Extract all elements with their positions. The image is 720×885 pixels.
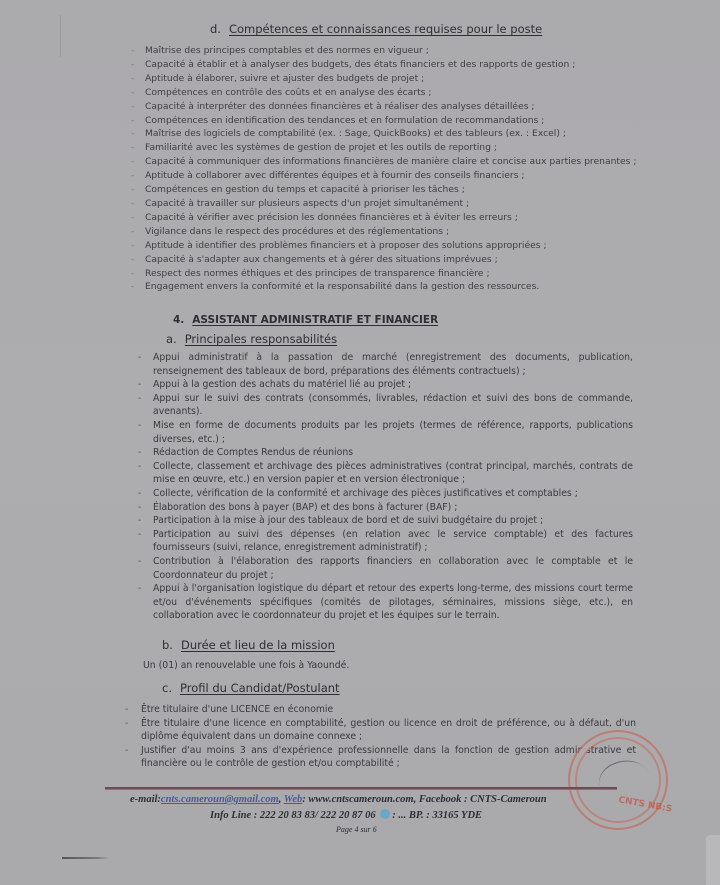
dash-bullet: - xyxy=(131,253,135,265)
stray-mark xyxy=(62,857,110,859)
list-item: - Capacité à s'adapter aux changements et à gérer des situations imprévues ; xyxy=(131,253,498,265)
list-item: - Mise en forme de documents produits par les projets (termes de référence, rapports, publications diverses, etc.) ; xyxy=(138,419,633,445)
section-4b-title: Durée et lieu de la mission xyxy=(180,638,335,652)
dash-bullet: - xyxy=(131,211,135,223)
section-4c-heading xyxy=(162,681,340,695)
section-4-title: ASSISTANT ADMINISTRATIF ET FINANCIER xyxy=(192,314,439,326)
dash-bullet: - xyxy=(131,197,135,209)
section-4a-number: a. xyxy=(166,332,177,346)
list-item: - Être titulaire d'une LICENCE en économie xyxy=(125,704,334,715)
corner-widget xyxy=(706,835,720,885)
list-item: - Compétences en gestion du temps et capacité à prioriser les tâches ; xyxy=(131,184,465,196)
list-item: - Participation au suivi des dépenses (en relation avec le service comptable) et des factures fournisseurs (suivi, relance, enregistrement administratif) ; xyxy=(138,528,633,554)
list-item: - Appui sur le suivi des contrats (consommés, livrables, rédaction et suivi des bons de commande, avenants). xyxy=(138,392,633,418)
competences-list xyxy=(131,44,637,294)
page-number: Page 4 sur 6 xyxy=(336,825,377,834)
dash-bullet: - xyxy=(138,528,142,540)
list-item: - Capacité à communiquer des informations financières de manière claire et concise aux parties prenantes ; xyxy=(131,156,637,168)
list-item: - Être titulaire d'une licence en comptabilité, gestion ou licence en droit de préférence, ou à défaut, d'un diplôme équivalent dans un domaine connexe ; xyxy=(125,717,636,743)
list-item: - Aptitude à élaborer, suivre et ajuster des budgets de projet ; xyxy=(131,72,425,84)
postal-box: : ... BP. : 33165 YDE xyxy=(392,810,483,821)
list-item: - Capacité à vérifier avec précision les données financières et à éviter les erreurs ; xyxy=(131,211,518,223)
section-4c-title: Profil du Candidat/Postulant xyxy=(179,681,340,695)
dash-bullet: - xyxy=(131,45,135,56)
email-label: e-mail: xyxy=(130,794,161,805)
list-item: - Maîtrise des principes comptables et des normes en vigueur ; xyxy=(131,45,429,56)
list-item: - Appui administratif à la passation de marché (enregistrement des documents, publication, renseignement des tableaux de bord, préparations des éléments contractuels) ; xyxy=(138,352,633,377)
dash-bullet: - xyxy=(138,515,142,527)
dash-bullet: - xyxy=(131,142,135,154)
dash-bullet: - xyxy=(131,239,135,251)
list-item: - Capacité à interpréter des données financières et à réaliser des analyses détaillées ; xyxy=(131,100,535,112)
list-item: - Respect des normes éthiques et des principes de transparence financière ; xyxy=(131,267,490,279)
list-item: - Appui à la gestion des achats du matériel lié au projet ; xyxy=(138,379,412,391)
section-d-number: d. xyxy=(210,22,221,36)
dash-bullet: - xyxy=(131,267,135,279)
dash-bullet: - xyxy=(138,460,142,472)
section-4b-number: b. xyxy=(162,638,173,652)
whatsapp-icon xyxy=(380,809,390,819)
dash-bullet: - xyxy=(131,225,135,237)
dash-bullet: - xyxy=(138,352,142,363)
section-4-heading xyxy=(173,314,438,326)
dash-bullet: - xyxy=(138,555,142,567)
section-4c-number: c. xyxy=(162,681,172,695)
list-item: - Capacité à établir et à analyser des budgets, des états financiers et des rapports de gestion ; xyxy=(131,58,576,70)
list-item: - Capacité à travailler sur plusieurs aspects d'un projet simultanément ; xyxy=(131,197,470,209)
profile-list xyxy=(125,703,636,771)
dash-bullet: - xyxy=(131,128,135,140)
section-d-title: Compétences et connaissances requises pour le poste xyxy=(228,22,543,36)
list-item: - Aptitude à collaborer avec différentes équipes et à fournir des conseils financiers ; xyxy=(131,170,525,182)
dash-bullet: - xyxy=(138,583,142,595)
web-facebook-text: : www.cntscameroun.com, Facebook : CNTS-Cameroun xyxy=(302,794,547,805)
dash-bullet: - xyxy=(131,114,135,126)
list-item: - Maîtrise des logiciels de comptabilité (ex. : Sage, QuickBooks) et des tableurs (ex. : Excel) ; xyxy=(131,128,566,140)
dash-bullet: - xyxy=(138,447,142,459)
section-4-number: 4. xyxy=(173,314,185,326)
footer-divider xyxy=(105,787,617,790)
web-label[interactable]: Web xyxy=(283,794,303,805)
dash-bullet: - xyxy=(131,184,135,196)
mission-duration-text: Un (01) an renouvelable une fois à Yaoundé. xyxy=(143,660,350,671)
dash-bullet: - xyxy=(131,281,135,293)
section-d-heading xyxy=(210,22,542,36)
dash-bullet: - xyxy=(131,156,135,168)
dash-bullet: - xyxy=(138,379,142,391)
dash-bullet: - xyxy=(131,100,135,112)
list-item: - Collecte, vérification de la conformité et archivage des pièces justificatives et comptables ; xyxy=(138,487,578,499)
dash-bullet: - xyxy=(125,704,129,715)
list-item: - Élaboration des bons à payer (BAP) et des bons à facturer (BAF) ; xyxy=(138,501,458,513)
footer-phone-line xyxy=(210,809,482,821)
list-item: - Rédaction de Comptes Rendus de réunions xyxy=(138,447,354,459)
list-item: - Vigilance dans le respect des procédures et des réglementations ; xyxy=(131,225,450,237)
section-4a-heading xyxy=(166,332,337,346)
dash-bullet: - xyxy=(138,419,142,431)
email-link[interactable]: cnts.cameroun@gmail.com xyxy=(160,794,279,805)
stamp-text: CNTS NB:S xyxy=(617,795,673,815)
dash-bullet: - xyxy=(125,717,129,729)
section-4b-heading xyxy=(162,638,335,652)
list-item: - Compétences en contrôle des coûts et en analyse des écarts ; xyxy=(131,86,432,98)
list-item: - Justifier d'au moins 3 ans d'expérience professionnelle dans la fonction de gestion administrative et financière ou le contrôle de gestion et/ou comptabilité ; xyxy=(125,744,636,770)
dash-bullet: - xyxy=(131,72,135,84)
dash-bullet: - xyxy=(138,501,142,513)
dash-bullet: - xyxy=(125,744,129,756)
dash-bullet: - xyxy=(138,487,142,499)
responsibilities-list xyxy=(138,351,633,623)
list-item: - Familiarité avec les systèmes de gestion de projet et les outils de reporting ; xyxy=(131,142,497,154)
dash-bullet: - xyxy=(131,58,135,70)
dash-bullet: - xyxy=(138,392,142,404)
list-item: - Collecte, classement et archivage des pièces administratives (contrat principal, marchés, contrats de mise en œuvre, etc.) en version papier et en version électronique ; xyxy=(138,460,633,486)
section-4a-title: Principales responsabilités xyxy=(184,332,338,346)
info-line: Info Line : 222 20 83 83/ 222 20 87 06 xyxy=(210,810,376,821)
list-item: - Compétences en identification des tendances et en formulation de recommandations ; xyxy=(131,114,545,126)
dash-bullet: - xyxy=(131,86,135,98)
list-item: - Contribution à l'élaboration des rapports financiers en collaboration avec le comptable et le Coordonnateur du projet ; xyxy=(138,555,633,581)
list-item: - Aptitude à identifier des problèmes financiers et à proposer des solutions appropriées ; xyxy=(131,239,547,251)
footer-contact-line: e-mail:cnts.cameroun@gmail.com, Web: www.cntscameroun.com, Facebook : CNTS-Cameroun xyxy=(130,794,547,805)
list-item: - Appui à l'organisation logistique du départ et retour des experts long-terme, des missions court terme et/ou d'événements spécifiques (comités de pilotages, séminaires, missions siège, etc.), en collaboration avec le coordonnateur du projet et les équipes sur le terrain. xyxy=(138,583,633,622)
list-item: - Engagement envers la conformité et la responsabilité dans la gestion des ressources. xyxy=(131,281,540,293)
dash-bullet: - xyxy=(131,170,135,182)
margin-line xyxy=(60,15,61,57)
list-item: - Participation à la mise à jour des tableaux de bord et de suivi budgétaire du projet ; xyxy=(138,515,544,527)
